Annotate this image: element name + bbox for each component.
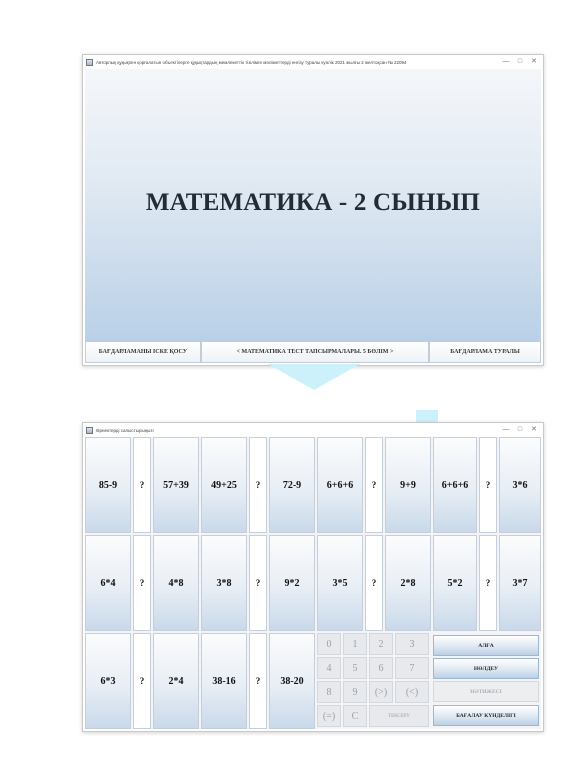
keypad-key-8[interactable]: 8 (317, 681, 341, 703)
keypad-key-4[interactable]: 4 (317, 657, 341, 679)
compare-cell[interactable]: ? (133, 535, 151, 631)
expression-cell[interactable]: 3*7 (499, 535, 541, 631)
next-button[interactable]: АЛҒА (433, 635, 539, 656)
expression-cell[interactable]: 6*4 (85, 535, 131, 631)
keypad-key-2[interactable]: 2 (369, 633, 393, 655)
expression-cell[interactable]: 9*2 (269, 535, 315, 631)
exercise-grid (85, 437, 541, 729)
test-tasks-button[interactable]: < МАТЕМАТИКА ТЕСТ ТАПСЫРМАЛАРЫ. 5 БӨЛІМ > (201, 341, 429, 363)
equals-key[interactable]: (=) (317, 705, 341, 727)
expression-cell[interactable]: 3*5 (317, 535, 363, 631)
about-program-button[interactable]: БАҒДАРЛАМА ТУРАЛЫ (429, 341, 541, 363)
bottom-bar (85, 341, 541, 363)
keypad-key-9[interactable]: 9 (343, 681, 367, 703)
result-button[interactable]: НӘТИЖЕСІ (433, 681, 539, 702)
expression-cell[interactable]: 4*8 (153, 535, 199, 631)
title-bar (83, 55, 543, 69)
expression-cell[interactable]: 3*8 (201, 535, 247, 631)
window-title: Өрнектерді салыстырыңыз! (96, 427, 154, 433)
keypad-key-1[interactable]: 1 (343, 633, 367, 655)
close-icon[interactable]: ✕ (531, 426, 537, 433)
expression-cell[interactable]: 57+39 (153, 437, 199, 533)
expression-cell[interactable]: 6+6+6 (317, 437, 363, 533)
compare-cell[interactable]: ? (365, 535, 383, 631)
compare-window (82, 422, 544, 732)
compare-cell[interactable]: ? (133, 437, 151, 533)
keypad-key-0[interactable]: 0 (317, 633, 341, 655)
reset-button[interactable]: НӨЛДЕУ (433, 658, 539, 679)
compare-cell[interactable]: ? (249, 437, 267, 533)
expression-cell[interactable]: 2*8 (385, 535, 431, 631)
check-button[interactable]: ТЕКСЕРУ (369, 705, 429, 727)
expression-cell[interactable]: 6*3 (85, 633, 131, 729)
expression-cell[interactable]: 3*6 (499, 437, 541, 533)
main-window (82, 54, 544, 366)
keypad-key-7[interactable]: 7 (395, 657, 429, 679)
keypad-key-6[interactable]: 6 (369, 657, 393, 679)
app-icon (86, 59, 93, 66)
minimize-icon[interactable]: — (502, 426, 510, 433)
compare-cell[interactable]: ? (365, 437, 383, 533)
page-title: МАТЕМАТИКА - 2 СЫНЫП (145, 189, 481, 216)
expression-cell[interactable]: 72-9 (269, 437, 315, 533)
window-title: Авторлық құқықпен қорғалатын объектілерге құқықтардың мемлекеттік тізілімге мәліметтерді енгізу туралы куәлік 2021 жылғы 2 желтоқсан № 22094 (96, 59, 407, 65)
minimize-icon[interactable]: — (502, 58, 510, 65)
keypad-key-5[interactable]: 5 (343, 657, 367, 679)
compare-cell[interactable]: ? (479, 535, 497, 631)
compare-cell[interactable]: ? (479, 437, 497, 533)
less-than-key[interactable]: (<) (395, 681, 429, 703)
expression-cell[interactable]: 38-20 (269, 633, 315, 729)
expression-cell[interactable]: 5*2 (433, 535, 477, 631)
expression-cell[interactable]: 85-9 (85, 437, 131, 533)
expression-cell[interactable]: 2*4 (153, 633, 199, 729)
expression-cell[interactable]: 49+25 (201, 437, 247, 533)
app-icon (86, 427, 93, 434)
keypad-key-3[interactable]: 3 (395, 633, 429, 655)
title-bar (83, 423, 543, 437)
close-icon[interactable]: ✕ (531, 58, 537, 65)
compare-cell[interactable]: ? (249, 633, 267, 729)
expression-cell[interactable]: 6+6+6 (433, 437, 477, 533)
expression-cell[interactable]: 9+9 (385, 437, 431, 533)
grade-diary-button[interactable]: БАҒАЛАУ КҮНДЕЛІГІ (433, 705, 539, 726)
expression-cell[interactable]: 38-16 (201, 633, 247, 729)
clear-key[interactable]: C (343, 705, 367, 727)
hero-panel (85, 69, 541, 341)
maximize-icon[interactable]: □ (517, 58, 523, 65)
maximize-icon[interactable]: □ (517, 426, 523, 433)
down-arrow-icon (268, 364, 360, 390)
compare-cell[interactable]: ? (133, 633, 151, 729)
compare-cell[interactable]: ? (249, 535, 267, 631)
greater-than-key[interactable]: (>) (369, 681, 393, 703)
start-program-button[interactable]: БАҒДАРЛАМАНЫ ІСКЕ ҚОСУ (85, 341, 201, 363)
